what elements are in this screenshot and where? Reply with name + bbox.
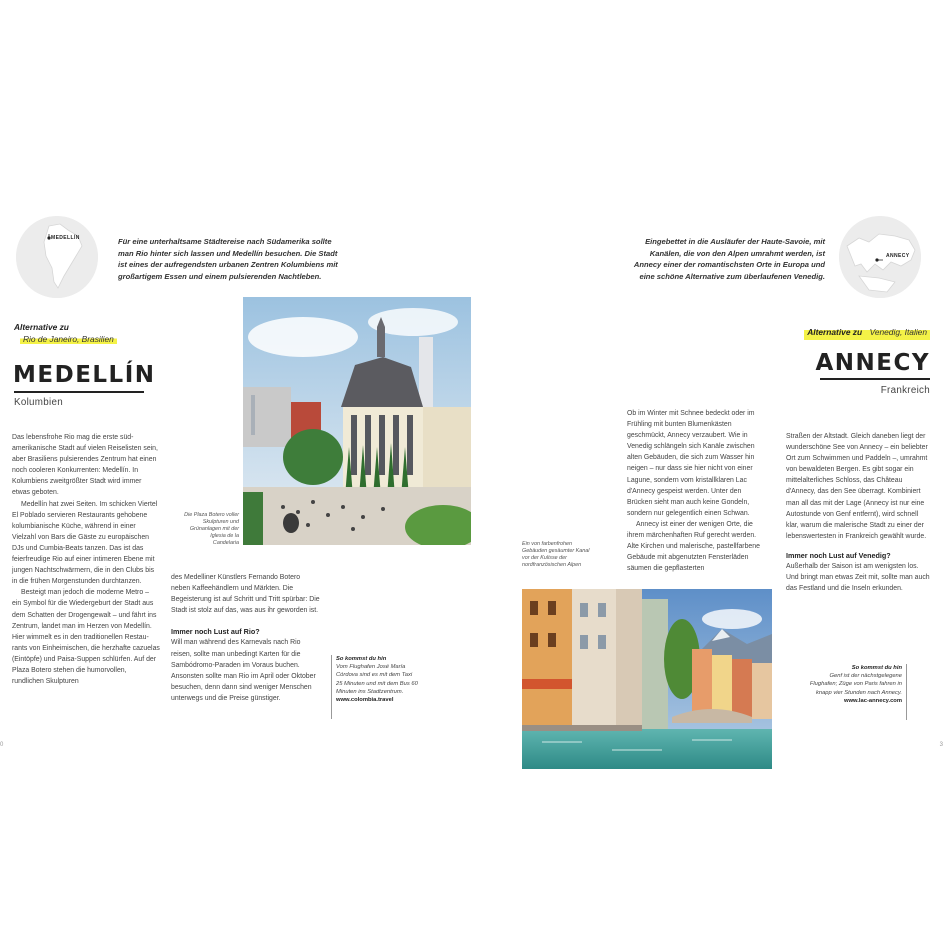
alternative-place-rio: Rio de Janeiro, Brasilien <box>20 334 117 344</box>
info-heading: So kommst du hin <box>336 656 387 662</box>
info-text: Genf ist der nächstgelegene Flughafen; Züge von Paris fahren in knapp vier Stunden nach Annecy. <box>809 673 902 696</box>
intro-text-annecy: Eingebettet in die Ausläufer der Haute-Savoie, mit Kanälen, die von den Alpen umrahmt werden, ist Annecy einer der romantischsten Orte in Europa und eine schöne Alternative zum überlaufenen Venedig. <box>633 237 825 281</box>
city-title-medellin: MEDELLÍN <box>13 362 156 388</box>
city-title-annecy: ANNECY <box>815 350 930 376</box>
intro-text-medellin: Für eine unterhaltsame Städtereise nach Südamerika sollte man Rio hinter sich lassen und Medellín besuchen. Die Stadt ist eines der aufregendsten urbanen Zentren Kolumbiens mit großartigem Essen und einem pulsierenden Nachtleben. <box>118 237 338 281</box>
alternative-row-right <box>804 322 930 340</box>
paragraph: Ob im Winter mit Schnee bedeckt oder im Frühling mit bunten Blumenkästen geschmückt, Annecy verzaubert. Wie in Venedig schlängeln sich Kanäle zwischen alten Gebäuden, die sich zum Wasser hin neigen – nur dass sie hier nicht von einer Lagune, sondern vom kristallklaren Lac d'Annecy gespeist werden. Unter den Brücken sieht man auch keine Gondeln, sondern nur gelegentlich einen Schwan. <box>627 410 755 517</box>
info-link-colombia[interactable]: www.colombia.travel <box>336 697 394 704</box>
paragraph: Das lebensfrohe Rio mag die erste südamerikanische Stadt auf vielen Reiselisten sein, aber Brasiliens pulsierendes Zentrum hat einen noch cooleren Konkurrenten: Medellín. In Kolumbiens zweitgrößter Stadt wird immer etwas geboten. <box>12 434 158 497</box>
country-label-frankreich: Frankreich <box>880 385 930 396</box>
info-divider-left <box>331 655 332 719</box>
alternative-label-left: Alternative zu <box>14 322 69 332</box>
title-underline-right <box>820 378 930 380</box>
page-number-left: 0 <box>0 742 4 748</box>
info-box-annecy <box>806 664 902 705</box>
country-label-kolumbien: Kolumbien <box>14 397 63 408</box>
info-heading: So kommst du hin <box>851 665 902 671</box>
paragraph: Medellín hat zwei Seiten. Im schicken Viertel El Poblado servieren Restaurants gehobene kolumbianische Küche, während in einer Vielzahl von Bars die Gäste zu europäischen DJs und Cumbia-Beats tanzen. Das ist das feierfreudige Rio auf einer intimeren Ebene mit jungen Nachtschwärmern, die in den Clubs bis in die frühen Morgenstunden durchtanzen. <box>12 500 158 586</box>
info-link-annecy[interactable]: www.lac-annecy.com <box>844 697 902 704</box>
subheading-rio: Immer noch Lust auf Rio? <box>171 627 260 637</box>
paragraph: Besteigt man jedoch die moderne Metro – ein Symbol für die Wiedergeburt der Stadt aus dem Schatten der Drogengewalt – und fährt ins Zentrum, landet man im Herzen von Medellín. Hier wimmelt es in den traditionellen Restaurants von Einheimischen, die herzhafte cazuelas (Eintöpfe) und Paisa-Suppen schlürfen. Auf der Plaza Botero stehen die humorvollen, rundlichen Skulpturen <box>12 589 160 686</box>
south-america-globe-icon <box>16 216 98 298</box>
article-column-1-right <box>627 408 767 574</box>
globe-label-annecy: ANNECY <box>886 253 910 259</box>
alternative-label-right: Alternative zu <box>807 327 863 337</box>
paragraph: Annecy ist einer der wenigen Orte, die ihrem märchenhaften Ruf gerecht werden. Alte Kirchen und malerische, pastellfarbene Gebäude mit abgenutzten Fensterläden säumen die gepflasterten <box>627 520 760 573</box>
info-divider-right <box>906 664 907 720</box>
paragraph: Außerhalb der Saison ist am wenigsten los. Und bringt man etwas Zeit mit, sollte man auch das Festland und die Inseln erkunden. <box>786 563 930 593</box>
photo-annecy-canal <box>522 589 772 769</box>
paragraph: Straßen der Altstadt. Gleich daneben liegt der wunderschöne See von Annecy – ein beliebter Ort zum Schwimmen und Paddeln –, umrahmt von bewaldeten Bergen. Es gibt sogar ein mittelalterliches Schloss, das Château d'Annecy, das den See überragt. Kombiniert man all das mit der Lage (Annecy ist nur eine Autostunde von Genf entfernt), wird schnell klar, warum die malerische Stadt zu einer der lebenswertesten in Frankreich gewählt wurde. <box>786 433 928 540</box>
alternative-place-venedig: Venedig, Italien <box>869 327 927 337</box>
subheading-venedig: Immer noch Lust auf Venedig? <box>786 550 891 560</box>
photo-plaza-botero <box>243 297 471 545</box>
article-column-2-right <box>786 431 932 594</box>
paragraph: des Medelliner Künstlers Fernando Botero neben Kaffeehändlern und Märkten. Die Begeisterung ist auf Schritt und Tritt spürbar: Die Stadt ist stolz auf das, was aus ihr geworden ist. <box>171 574 320 615</box>
page-number-right: 3 <box>939 742 943 748</box>
photo-caption-annecy: Ein von farbenfrohen Gebäuden gesäumter Kanal vor der Kulisse der nordfranzösischen Alpen <box>522 541 590 568</box>
article-column-1-left <box>12 432 160 687</box>
title-underline-left <box>14 391 144 393</box>
globe-label-medellin: MEDELLÍN <box>51 235 80 241</box>
photo-caption-medellin: Die Plaza Botero voller Skulpturen und Grünanlagen mit der Iglesia de la Candelaria <box>184 512 239 546</box>
info-text: Vom Flughafen José María Córdova sind es mit dem Taxi 25 Minuten und mit dem Bus 60 Minuten ins Stadtzentrum. <box>336 664 418 695</box>
paragraph: Will man während des Karnevals nach Rio reisen, sollte man unbedingt Karten für die Sambódromo-Paraden im Voraus buchen. Ansonsten sollte man Rio im April oder Oktober besuchen, denn dann sind weniger Menschen unterwegs und die Preise günstiger. <box>171 639 316 702</box>
info-box-medellin <box>336 655 418 704</box>
article-column-2-left <box>171 572 321 704</box>
